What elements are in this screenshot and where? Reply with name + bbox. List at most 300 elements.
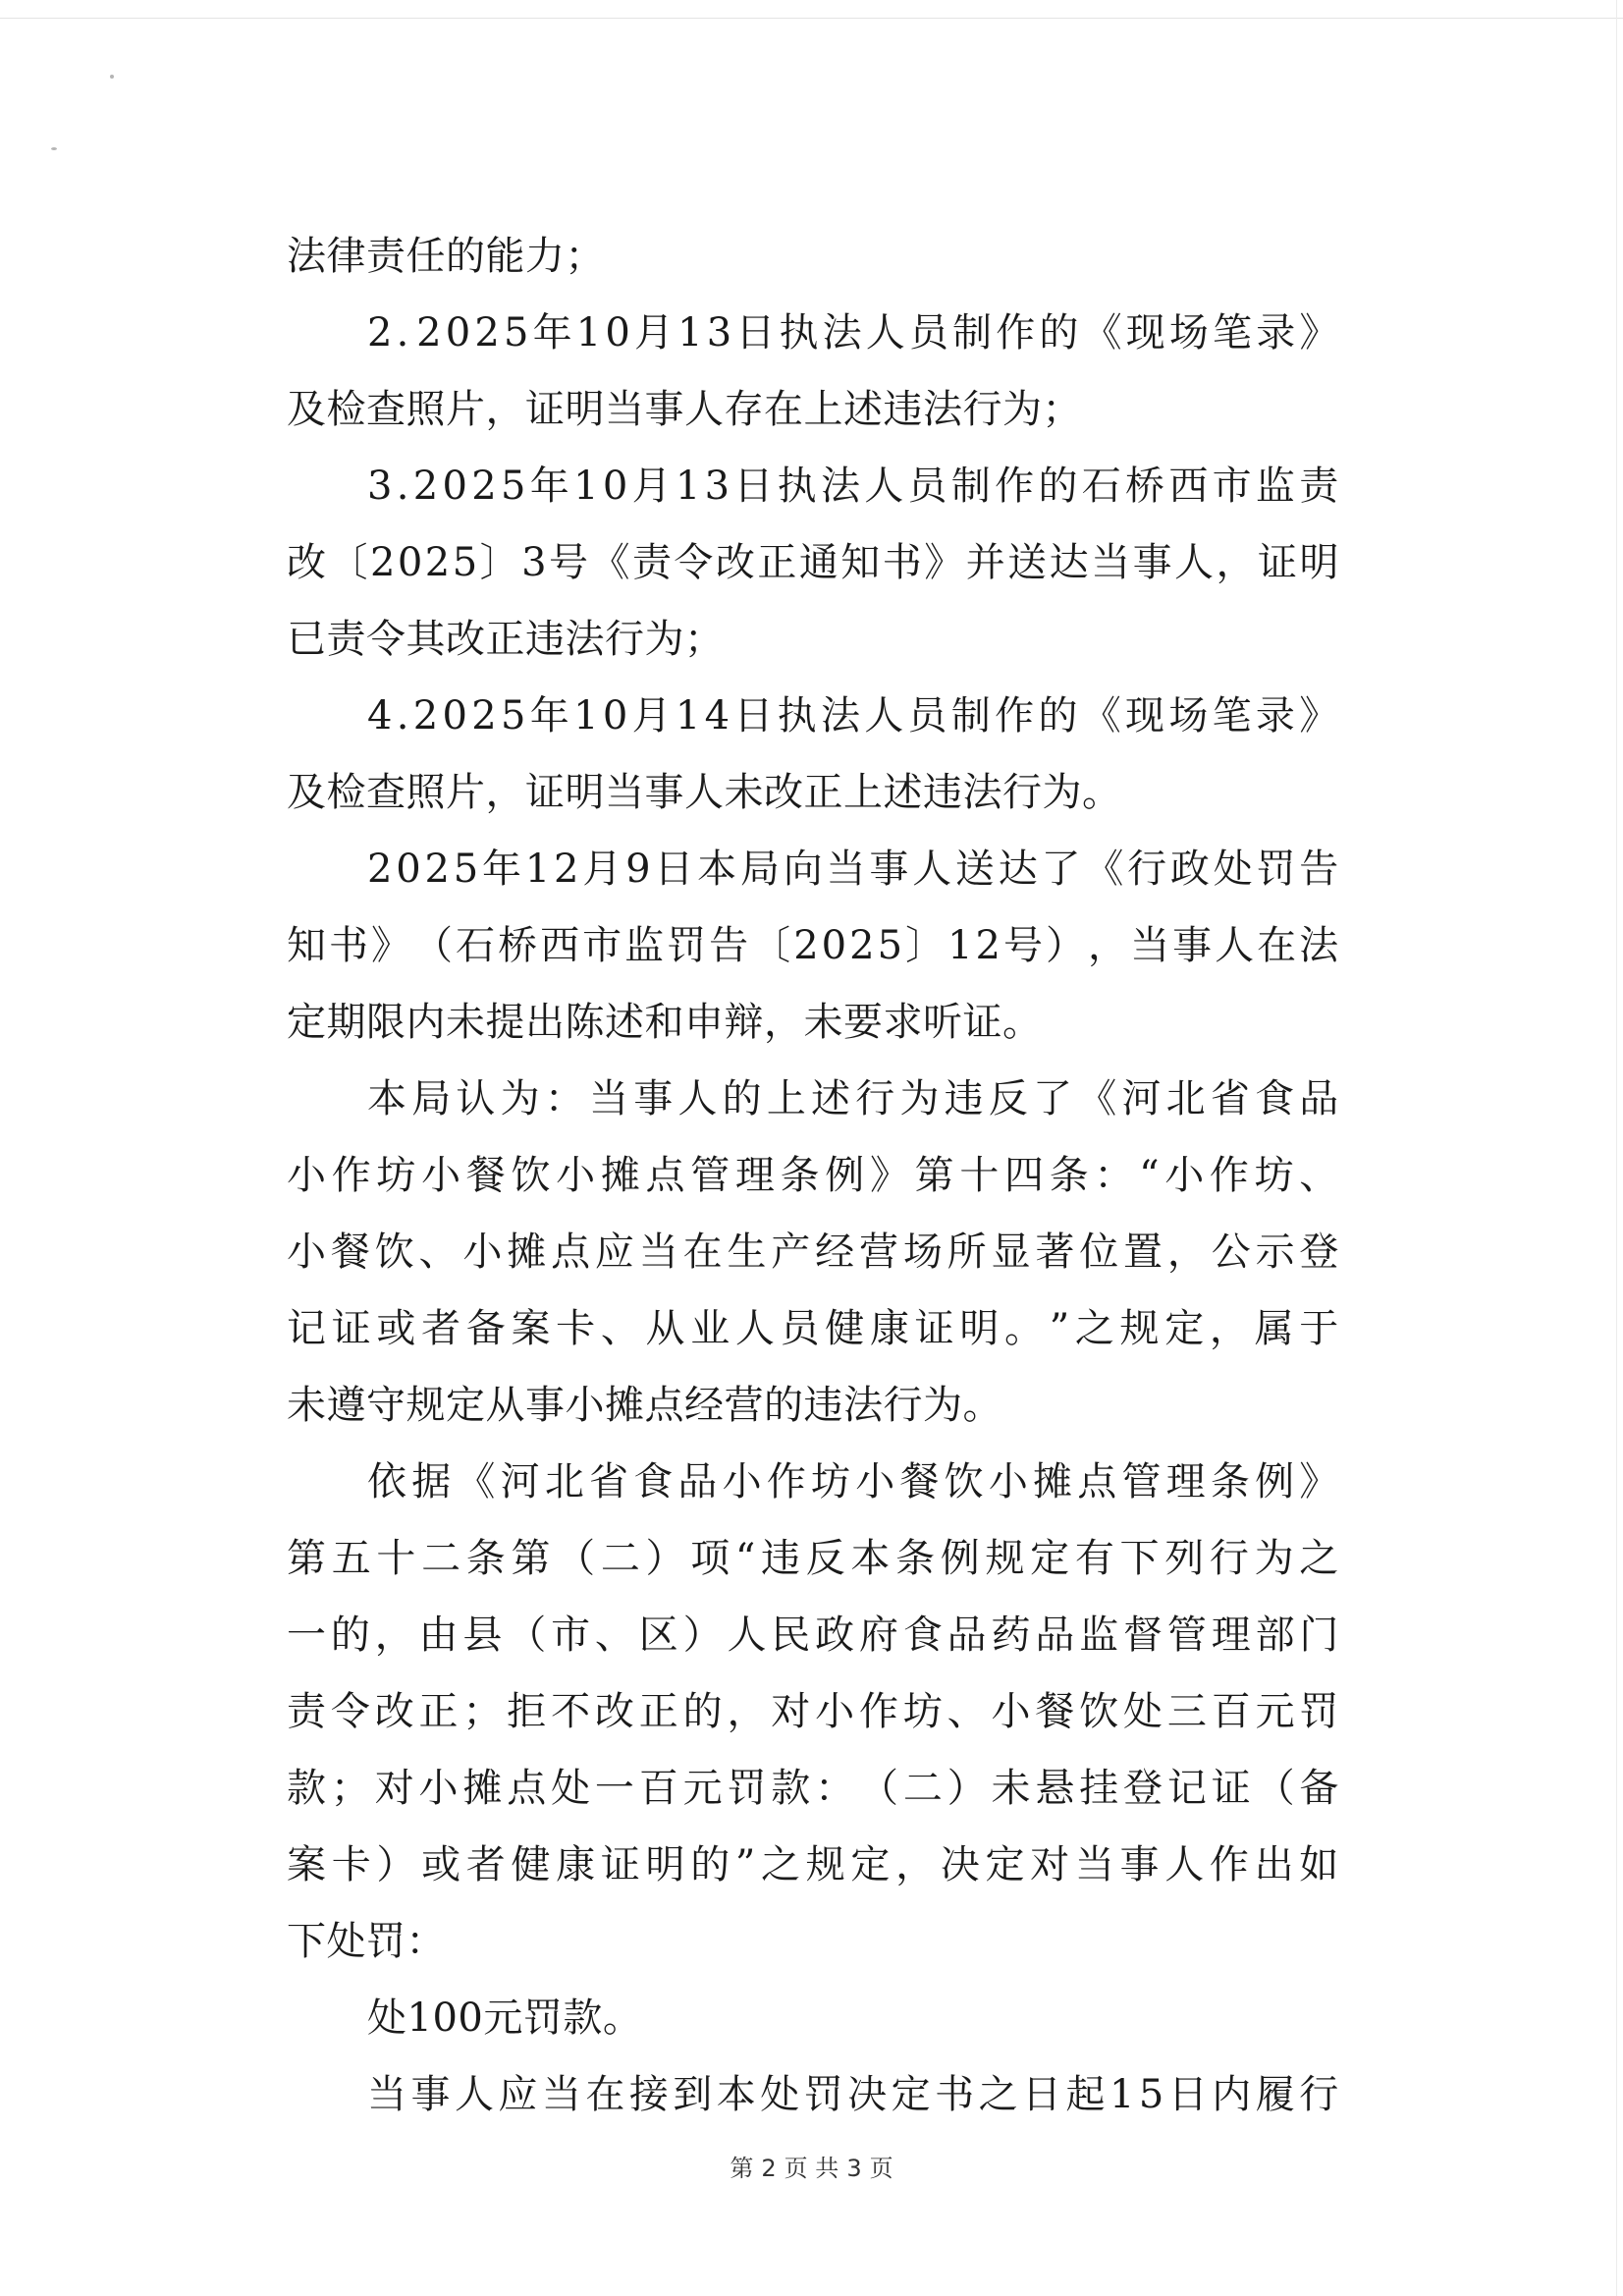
- glyph: 事: [410, 2072, 451, 2117]
- glyph: 、: [947, 1689, 988, 1734]
- glyph: 场: [902, 1230, 944, 1275]
- glyph: 员: [780, 1306, 821, 1351]
- glyph: 品: [1035, 1613, 1075, 1658]
- glyph: 理: [1211, 1613, 1252, 1658]
- glyph: 例: [825, 1153, 865, 1198]
- glyph: 到: [673, 2072, 713, 2117]
- glyph: 为: [500, 1076, 541, 1121]
- glyph: 规: [805, 1842, 846, 1887]
- glyph: 改: [287, 540, 327, 585]
- glyph: 为: [899, 1076, 940, 1121]
- glyph: 2: [412, 693, 439, 738]
- glyph: 3: [706, 310, 732, 355]
- glyph: 当: [1130, 923, 1170, 968]
- glyph: 人: [727, 1613, 767, 1658]
- glyph: 知: [840, 540, 881, 585]
- glyph: 2: [975, 923, 1001, 968]
- glyph: 决: [940, 1842, 981, 1887]
- glyph: 列: [1164, 1536, 1205, 1581]
- glyph: 饮: [374, 1230, 415, 1275]
- glyph: 在: [682, 1230, 724, 1275]
- glyph: 第: [511, 1536, 551, 1581]
- glyph: 桥: [1125, 464, 1165, 509]
- glyph: 产: [771, 1230, 811, 1275]
- glyph: 或: [421, 1842, 461, 1887]
- glyph: 月: [582, 847, 622, 892]
- glyph: 记: [287, 1306, 327, 1351]
- glyph: ）: [682, 1613, 724, 1658]
- glyph: 小: [1164, 1153, 1205, 1198]
- glyph: 饮: [944, 1459, 985, 1504]
- glyph: 政: [815, 1613, 855, 1658]
- glyph: （: [507, 1613, 547, 1658]
- glyph: 小: [722, 1459, 763, 1504]
- glyph: 食: [1255, 1076, 1295, 1121]
- glyph: 5: [453, 847, 479, 892]
- glyph: 属: [1254, 1306, 1295, 1351]
- glyph: ”: [734, 1842, 756, 1887]
- glyph: 2: [369, 540, 396, 585]
- glyph: 坊: [376, 1153, 416, 1198]
- glyph: 市: [551, 1613, 591, 1658]
- glyph: 罚: [1256, 847, 1296, 892]
- glyph: 月: [633, 310, 675, 355]
- glyph: 认: [456, 1076, 496, 1121]
- glyph: 作: [1209, 1842, 1250, 1887]
- glyph: 经: [815, 1230, 855, 1275]
- glyph: 由: [418, 1613, 460, 1658]
- glyph: 向: [783, 847, 824, 892]
- glyph: 《: [456, 1459, 496, 1504]
- glyph: 备: [1299, 1766, 1339, 1811]
- glyph: 笔: [1213, 310, 1253, 355]
- text-line: [287, 678, 1339, 754]
- glyph: 小: [556, 1153, 596, 1198]
- glyph: 条: [1049, 1153, 1090, 1198]
- glyph: 日: [1167, 2072, 1209, 2117]
- glyph: 位: [1079, 1230, 1119, 1275]
- glyph: 摊: [462, 1766, 503, 1811]
- glyph: 明: [1299, 540, 1339, 585]
- glyph: 北: [1165, 1076, 1207, 1121]
- glyph: 出: [1254, 1842, 1295, 1887]
- glyph: 内: [1212, 2072, 1252, 2117]
- footer-page-number: 2: [761, 2155, 777, 2182]
- glyph: 区: [638, 1613, 679, 1658]
- footer-prefix: 第: [730, 2155, 754, 2182]
- glyph: 1: [573, 693, 600, 738]
- glyph: 行: [1127, 847, 1167, 892]
- glyph: 四: [1004, 1153, 1045, 1198]
- text-line: 及检查照片，证明当事人未改正上述违法行为。: [287, 770, 1122, 815]
- glyph: 3: [704, 464, 730, 509]
- text-line: [287, 1520, 1339, 1597]
- glyph: 改: [715, 540, 756, 585]
- glyph: ，: [1216, 540, 1257, 585]
- glyph: 人: [734, 1306, 776, 1351]
- glyph: 食: [902, 1613, 944, 1658]
- glyph: 2: [424, 540, 451, 585]
- glyph: 1: [1109, 2072, 1135, 2117]
- glyph: 证: [1211, 1766, 1252, 1811]
- glyph: 送: [954, 847, 996, 892]
- glyph: 点: [507, 1766, 547, 1811]
- glyph: 正: [638, 1689, 679, 1734]
- glyph: 9: [625, 847, 652, 892]
- glyph: 县: [462, 1613, 503, 1658]
- glyph: ：: [815, 1766, 855, 1811]
- glyph: ：: [1094, 1153, 1134, 1198]
- glyph: 正: [418, 1689, 460, 1734]
- footer-total-pages: 3: [846, 2155, 862, 2182]
- glyph: 5: [877, 923, 903, 968]
- glyph: 规: [985, 1536, 1025, 1581]
- glyph: 应: [594, 1230, 635, 1275]
- glyph: 2: [471, 464, 498, 509]
- glyph: 5: [1138, 2072, 1164, 2117]
- glyph: 1: [675, 464, 701, 509]
- glyph: 执: [779, 310, 819, 355]
- glyph: 《: [1082, 310, 1123, 355]
- glyph: 品: [677, 1459, 718, 1504]
- glyph: 管: [690, 1153, 730, 1198]
- glyph: ：: [544, 1076, 585, 1121]
- glyph: 员: [908, 310, 949, 355]
- glyph: 一: [287, 1613, 327, 1658]
- glyph: 人: [454, 2072, 495, 2117]
- glyph: 元: [1255, 1689, 1296, 1734]
- glyph: （: [556, 1536, 596, 1581]
- glyph: ，: [374, 1613, 415, 1658]
- glyph: 罚: [727, 1766, 767, 1811]
- glyph: 上: [766, 1076, 807, 1121]
- glyph: 定: [1164, 1306, 1205, 1351]
- glyph: 桥: [498, 923, 538, 968]
- glyph: 石: [456, 923, 496, 968]
- glyph: 改: [374, 1689, 415, 1734]
- glyph: ，: [1088, 923, 1128, 968]
- glyph: 书: [935, 2072, 975, 2117]
- glyph: 书: [882, 540, 923, 585]
- glyph: 未: [991, 1766, 1031, 1811]
- glyph: 监: [624, 923, 665, 968]
- text-line: [287, 1673, 1339, 1750]
- glyph: 一: [594, 1766, 635, 1811]
- glyph: 备: [465, 1306, 507, 1351]
- glyph: 餐: [465, 1153, 507, 1198]
- glyph: 令: [330, 1689, 371, 1734]
- glyph: 市: [1212, 464, 1253, 509]
- glyph: 现: [1125, 693, 1165, 738]
- glyph: 定: [850, 1842, 891, 1887]
- glyph: 制: [952, 310, 993, 355]
- glyph: 《: [1077, 1076, 1117, 1121]
- text-line: [287, 1750, 1339, 1827]
- glyph: 部: [1255, 1613, 1296, 1658]
- glyph: 年: [482, 847, 522, 892]
- glyph: 登: [1123, 1766, 1163, 1811]
- glyph: 证: [331, 1306, 372, 1351]
- glyph: 河: [1121, 1076, 1162, 1121]
- glyph: 健: [825, 1306, 865, 1351]
- glyph: 北: [544, 1459, 585, 1504]
- glyph: 之: [978, 2072, 1019, 2117]
- glyph: 对: [1030, 1842, 1070, 1887]
- glyph: 品: [1299, 1076, 1339, 1121]
- glyph: 府: [858, 1613, 899, 1658]
- glyph: 如: [1299, 1842, 1339, 1887]
- glyph: 之: [1074, 1306, 1115, 1351]
- glyph: 日: [735, 310, 776, 355]
- glyph: 点: [1077, 1459, 1117, 1504]
- glyph: 条: [895, 1536, 936, 1581]
- glyph: 从: [645, 1306, 685, 1351]
- glyph: 药: [991, 1613, 1031, 1658]
- glyph: 坊: [1254, 1153, 1295, 1198]
- glyph: 员: [907, 693, 948, 738]
- glyph: ）: [1046, 923, 1086, 968]
- glyph: 本: [697, 847, 737, 892]
- glyph: .: [396, 310, 409, 355]
- glyph: 证: [914, 1306, 955, 1351]
- text-line: [287, 831, 1339, 907]
- glyph: 0: [605, 310, 631, 355]
- glyph: 理: [734, 1153, 776, 1198]
- glyph: 0: [602, 693, 628, 738]
- glyph: 年: [529, 464, 570, 509]
- scan-border-top: [0, 18, 1623, 19]
- glyph: 证: [600, 1842, 641, 1887]
- glyph: ）: [376, 1842, 416, 1887]
- glyph: 告: [709, 923, 749, 968]
- glyph: 康: [556, 1842, 596, 1887]
- glyph: 》: [1299, 693, 1339, 738]
- glyph: 的: [1038, 464, 1078, 509]
- glyph: 当: [541, 2072, 582, 2117]
- glyph: 反: [805, 1536, 846, 1581]
- glyph: 场: [1168, 693, 1209, 738]
- text-line: 定期限内未提出陈述和申辩，未要求听证。: [287, 1000, 1043, 1045]
- glyph: 在: [585, 2072, 625, 2117]
- glyph: 作: [995, 464, 1035, 509]
- glyph: 人: [677, 1076, 718, 1121]
- glyph: 〔: [328, 540, 368, 585]
- glyph: 条: [1210, 1459, 1251, 1504]
- glyph: 《: [590, 540, 630, 585]
- glyph: 所: [947, 1230, 988, 1275]
- glyph: 置: [1123, 1230, 1163, 1275]
- glyph: 拒: [507, 1689, 547, 1734]
- glyph: 事: [633, 1076, 674, 1121]
- glyph: 3: [521, 540, 548, 585]
- page-footer: [0, 2149, 1623, 2183]
- glyph: 4: [367, 693, 393, 738]
- glyph: 处: [1213, 847, 1254, 892]
- glyph: 为: [1254, 1536, 1295, 1581]
- glyph: 理: [1165, 1459, 1207, 1504]
- glyph: 营: [858, 1230, 899, 1275]
- glyph: 罚: [1299, 1689, 1339, 1734]
- glyph: 了: [1033, 1076, 1073, 1121]
- glyph: 门: [1299, 1613, 1339, 1658]
- glyph: ，: [895, 1842, 936, 1887]
- glyph: 〕: [479, 540, 520, 585]
- glyph: 公: [1211, 1230, 1252, 1275]
- glyph: 改: [594, 1689, 635, 1734]
- glyph: ，: [1166, 1230, 1208, 1275]
- glyph: 小: [287, 1230, 327, 1275]
- glyph: 人: [864, 693, 904, 738]
- glyph: 、: [418, 1230, 460, 1275]
- glyph: 监: [1255, 464, 1296, 509]
- text-line: [287, 1444, 1339, 1520]
- glyph: 的: [1039, 310, 1079, 355]
- glyph: 0: [442, 464, 468, 509]
- glyph: 2: [474, 310, 501, 355]
- glyph: 接: [628, 2072, 670, 2117]
- glyph: 》: [1299, 1459, 1339, 1504]
- glyph: 现: [1125, 310, 1166, 355]
- glyph: 〔: [751, 923, 791, 968]
- glyph: 罚: [667, 923, 707, 968]
- glyph: 达: [998, 847, 1039, 892]
- glyph: 2: [367, 310, 393, 355]
- glyph: 案: [287, 1842, 327, 1887]
- text-line: 及检查照片，证明当事人存在上述违法行为；: [287, 387, 1082, 432]
- glyph: 食: [633, 1459, 674, 1504]
- glyph: 1: [677, 310, 704, 355]
- glyph: 2: [412, 464, 439, 509]
- glyph: 、: [1299, 1153, 1339, 1198]
- glyph: 点: [645, 1153, 685, 1198]
- glyph: 有: [1074, 1536, 1115, 1581]
- glyph: 河: [500, 1459, 541, 1504]
- glyph: .: [396, 693, 409, 738]
- glyph: 法: [1299, 923, 1339, 968]
- glyph: 笔: [1212, 693, 1253, 738]
- glyph: 三: [1166, 1689, 1208, 1734]
- glyph: 2: [471, 693, 498, 738]
- glyph: 例: [1255, 1459, 1295, 1504]
- document-body: [287, 218, 1339, 2133]
- glyph: 据: [411, 1459, 452, 1504]
- glyph: 项: [690, 1536, 730, 1581]
- glyph: 者: [421, 1306, 461, 1351]
- glyph: 或: [376, 1306, 416, 1351]
- glyph: 、: [594, 1613, 635, 1658]
- glyph: 小: [421, 1153, 461, 1198]
- glyph: 0: [602, 464, 628, 509]
- glyph: 5: [501, 464, 526, 509]
- glyph: 作: [996, 310, 1036, 355]
- glyph: 应: [498, 2072, 538, 2117]
- glyph: 小: [991, 1689, 1031, 1734]
- glyph: .: [396, 464, 409, 509]
- glyph: ，: [727, 1689, 767, 1734]
- glyph: 当: [1074, 1842, 1115, 1887]
- glyph: 知: [287, 923, 327, 968]
- glyph: 》: [924, 540, 964, 585]
- glyph: 对: [771, 1689, 811, 1734]
- glyph: 1: [947, 923, 974, 968]
- glyph: 3: [367, 464, 393, 509]
- glyph: 明: [959, 1306, 1000, 1351]
- glyph: 了: [1041, 847, 1082, 892]
- glyph: 摊: [600, 1153, 641, 1198]
- glyph: “: [1139, 1153, 1161, 1198]
- glyph: 事: [1172, 923, 1213, 968]
- glyph: 号: [549, 540, 589, 585]
- glyph: 人: [1164, 1842, 1205, 1887]
- glyph: 事: [1119, 1842, 1161, 1887]
- glyph: 制: [950, 464, 992, 509]
- glyph: 履: [1255, 2072, 1296, 2117]
- text-line: [287, 907, 1339, 984]
- glyph: 5: [501, 693, 526, 738]
- glyph: 1: [675, 693, 701, 738]
- glyph: 二: [421, 1536, 461, 1581]
- glyph: 号: [1003, 923, 1044, 968]
- glyph: 下: [1119, 1536, 1161, 1581]
- glyph: 坊: [811, 1459, 851, 1504]
- glyph: 的: [682, 1689, 724, 1734]
- glyph: ，: [1209, 1306, 1250, 1351]
- glyph: 条: [465, 1536, 507, 1581]
- glyph: 0: [445, 310, 471, 355]
- glyph: 百: [1211, 1689, 1252, 1734]
- glyph: 本: [716, 2072, 757, 2117]
- glyph: 制: [950, 693, 992, 738]
- glyph: （: [858, 1766, 899, 1811]
- glyph: 令: [674, 540, 714, 585]
- glyph: 规: [1119, 1306, 1161, 1351]
- glyph: 执: [777, 464, 818, 509]
- glyph: 十: [959, 1153, 1000, 1198]
- glyph: 1: [524, 847, 551, 892]
- text-line: 法律责任的能力；: [287, 234, 605, 279]
- glyph: 定: [891, 2072, 932, 2117]
- glyph: 康: [869, 1306, 910, 1351]
- glyph: 之: [761, 1842, 801, 1887]
- glyph: 0: [397, 540, 423, 585]
- glyph: 起: [1065, 2072, 1106, 2117]
- glyph: 款: [287, 1766, 327, 1811]
- text-line: [287, 524, 1339, 601]
- glyph: 录: [1256, 310, 1296, 355]
- glyph: 1: [573, 464, 600, 509]
- glyph: 法: [820, 693, 861, 738]
- glyph: 款: [771, 1766, 811, 1811]
- glyph: 小: [815, 1689, 855, 1734]
- glyph: 小: [418, 1766, 460, 1811]
- glyph: 送: [1007, 540, 1048, 585]
- text-line: 处100元罚款。: [367, 1995, 643, 2041]
- glyph: 健: [511, 1842, 551, 1887]
- glyph: 作: [1209, 1153, 1250, 1198]
- text-line: [287, 1214, 1339, 1290]
- glyph: （: [1255, 1766, 1296, 1811]
- glyph: 登: [1299, 1230, 1339, 1275]
- glyph: 》: [869, 1153, 910, 1198]
- glyph: 当: [367, 2072, 407, 2117]
- glyph: 局: [411, 1076, 452, 1121]
- text-line: 下处罚：: [287, 1919, 446, 1964]
- glyph: 作: [766, 1459, 807, 1504]
- glyph: 月: [631, 693, 673, 738]
- glyph: 著: [1035, 1230, 1075, 1275]
- text-line: [287, 1827, 1339, 1903]
- glyph: 餐: [899, 1459, 940, 1504]
